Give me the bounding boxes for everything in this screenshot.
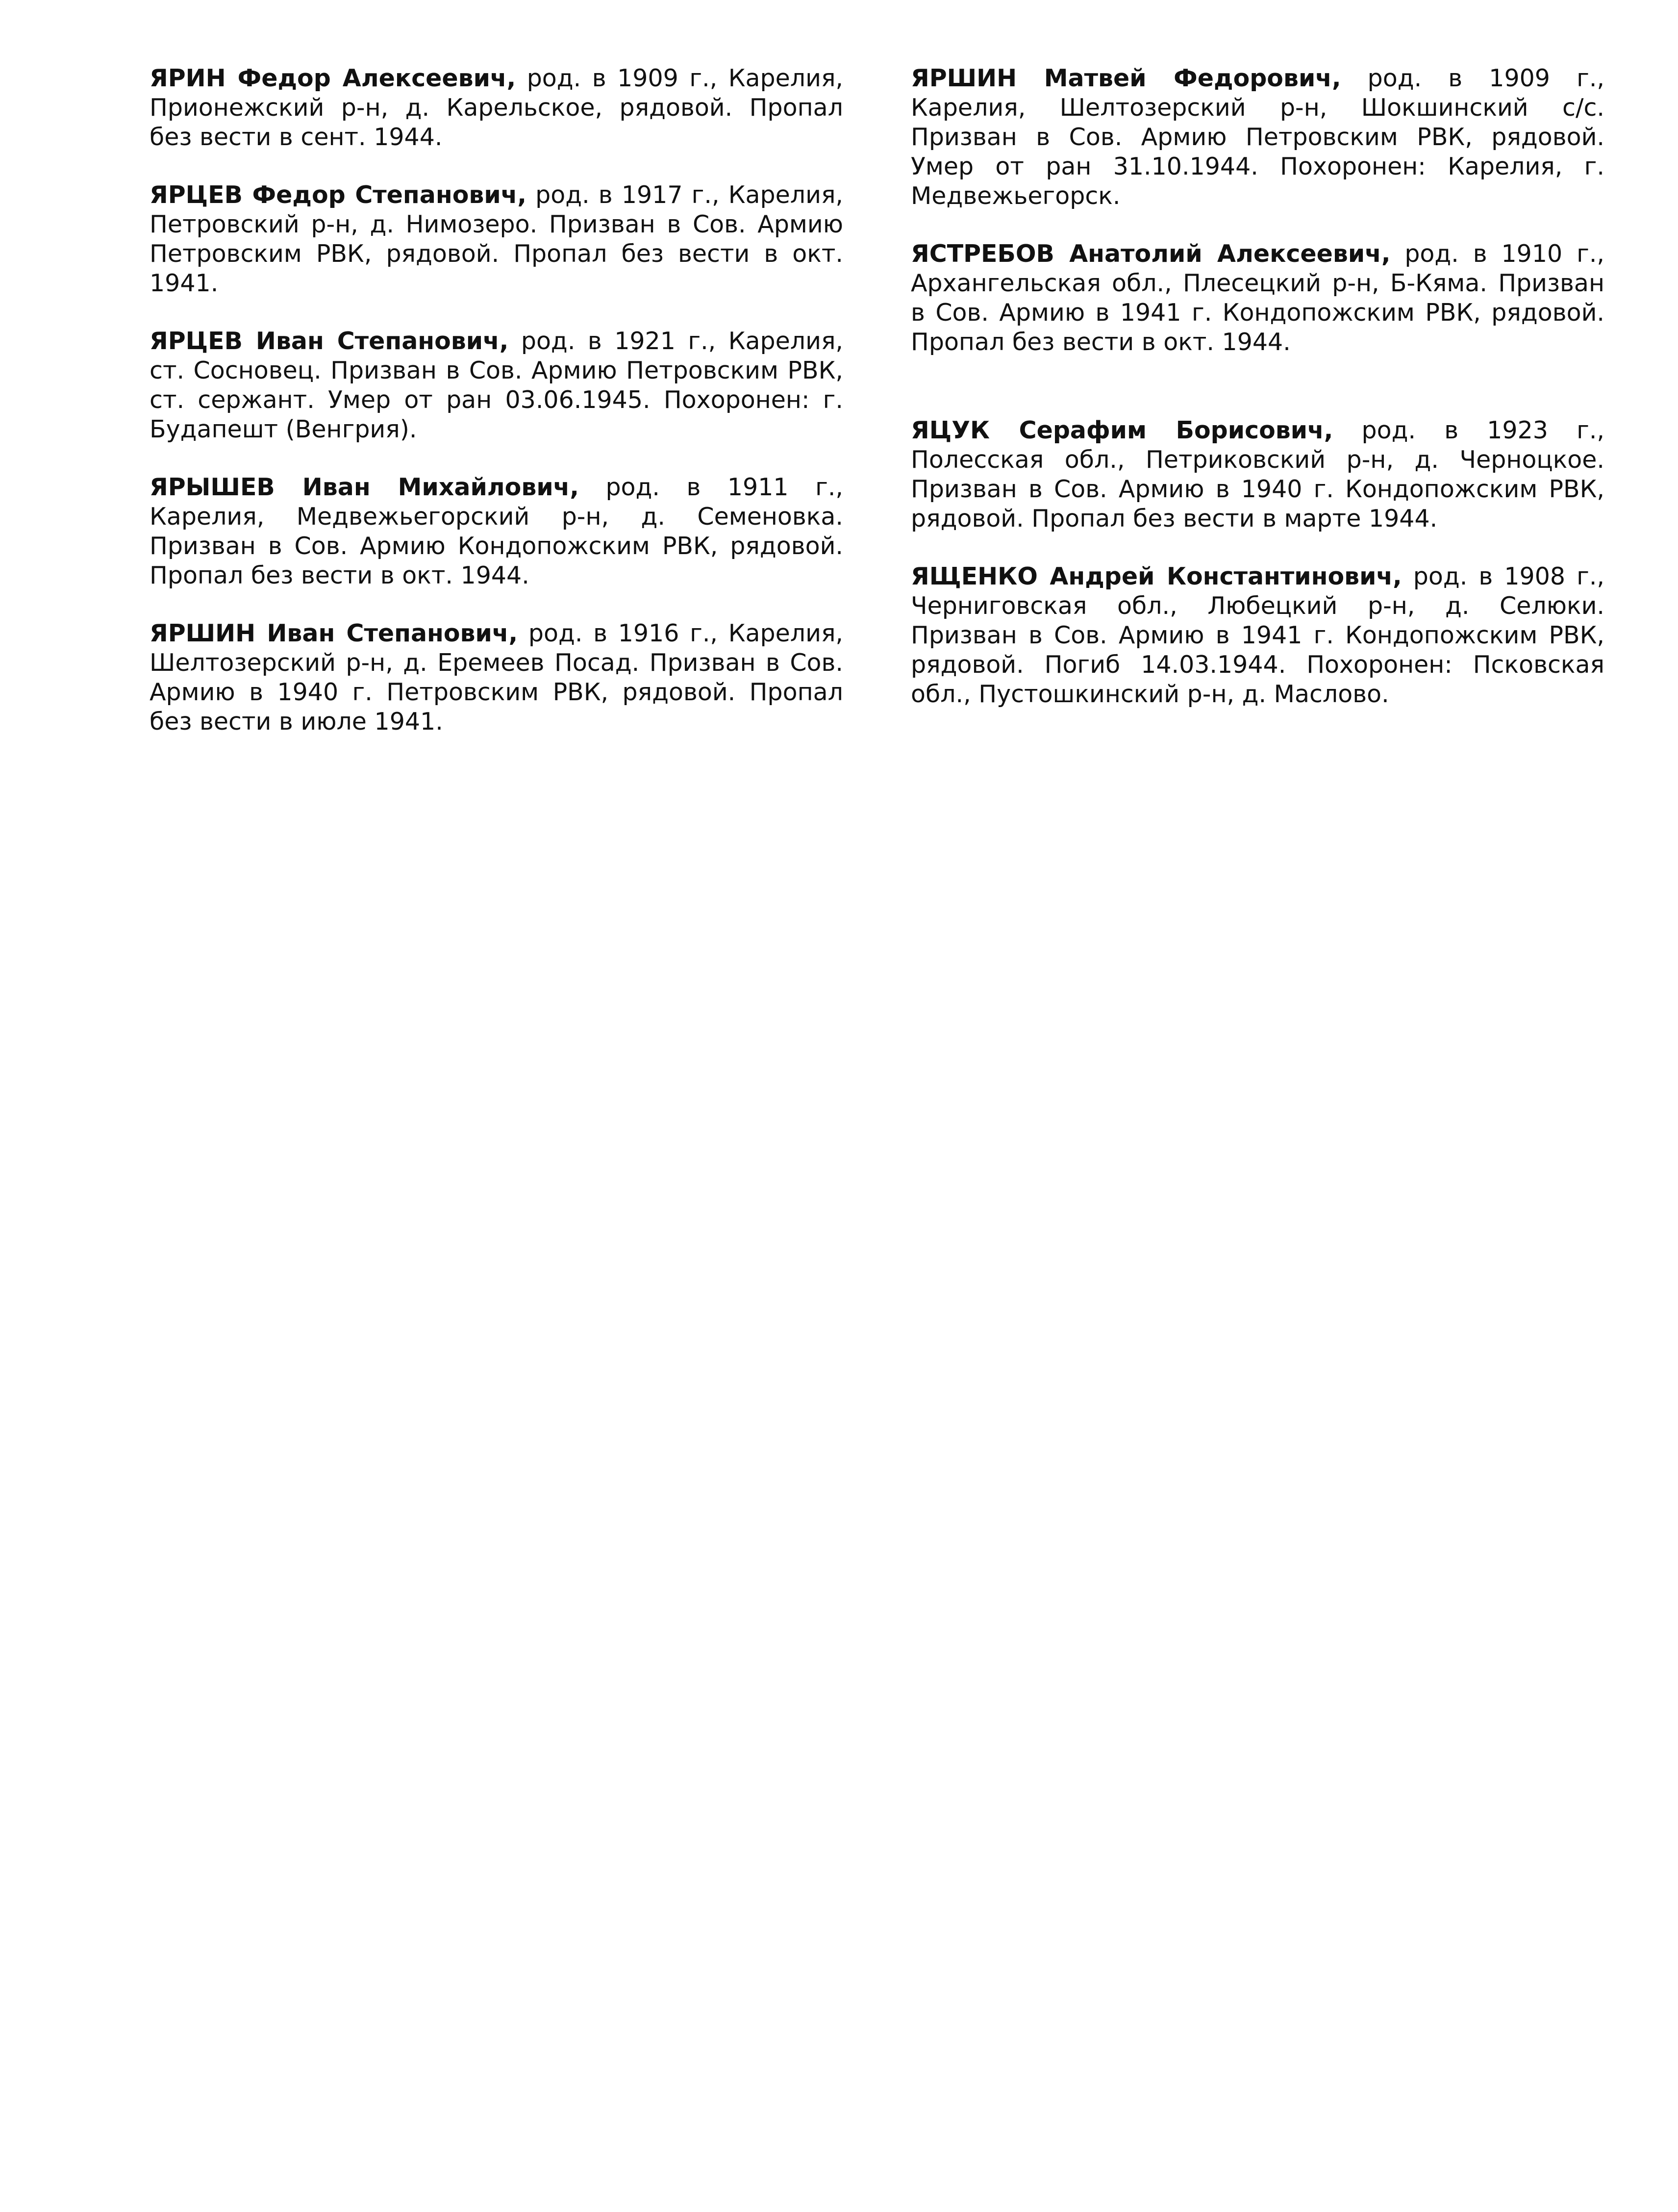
- person-details: род. в 1923 г., Полесская обл., Петриковский р-н, д. Черноцкое. Призван в Сов. Армию в 1940 г. Кондопожским РВК, рядовой. Пропал без вести в марте 1944.: [911, 416, 1604, 533]
- person-details: род. в 1909 г., Карелия, Прионежский р-н, д. Карельское, рядовой. Пропал без вести в сент. 1944.: [150, 64, 844, 151]
- person-entry: [150, 473, 843, 590]
- person-entry: [911, 416, 1604, 534]
- person-details: род. в 1916 г., Карелия, Шелтозерский р-н, д. Еремеев Посад. Призван в Сов. Армию в 1940 г. Петровским РВК, рядовой. Пропал без вести в июле 1941.: [150, 619, 843, 736]
- person-details: род. в 1908 г., Черниговская обл., Любецкий р-н, д. Селюки. Призван в Сов. Армию в 1941 г. Кондопожским РВК, рядовой. Погиб 14.03.1944. Похоронен: Псковская обл., Пустошкинский р-н, д. Маслово.: [911, 562, 1604, 708]
- person-entry: [911, 64, 1604, 211]
- right-column: [911, 64, 1604, 737]
- person-details: род. в 1910 г., Архангельская обл., Плесецкий р-н, Б-Кяма. Призван в Сов. Армию в 1941 г. Кондопожским РВК, рядовой. Пропал без вести в окт. 1944.: [911, 240, 1604, 356]
- person-entry: [150, 64, 843, 152]
- left-column: [150, 64, 843, 765]
- person-entry: [911, 562, 1604, 709]
- person-entry: [911, 239, 1604, 357]
- person-name: ЯРШИН Иван Степанович,: [150, 619, 518, 647]
- person-name: ЯРЦЕВ Федор Степанович,: [150, 181, 526, 209]
- person-entry: [150, 180, 843, 298]
- person-details: род. в 1921 г., Карелия, ст. Сосновец. Призван в Сов. Армию Петровским РВК, ст. сержант. Умер от ран 03.06.1945. Похоронен: г. Будапешт (Венгрия).: [150, 327, 844, 443]
- person-name: ЯЩЕНКО Андрей Константинович,: [911, 562, 1402, 590]
- person-name: ЯРЫШЕВ Иван Михайлович,: [150, 473, 579, 501]
- person-name: ЯЦУК Серафим Борисович,: [911, 416, 1333, 444]
- person-name: ЯРШИН Матвей Федорович,: [911, 64, 1341, 92]
- person-entry: [150, 619, 843, 737]
- person-name: ЯСТРЕБОВ Анатолий Алексеевич,: [911, 240, 1391, 268]
- person-details: род. в 1917 г., Карелия, Петровский р-н, д. Нимозеро. Призван в Сов. Армию Петровским РВК, рядовой. Пропал без вести в окт. 1941.: [150, 181, 844, 297]
- person-name: ЯРИН Федор Алексеевич,: [150, 64, 516, 92]
- person-entry: [150, 327, 843, 444]
- person-details: род. в 1909 г., Карелия, Шелтозерский р-н, Шокшинский с/с. Призван в Сов. Армию Петровским РВК, рядовой. Умер от ран 31.10.1944. Похоронен: Карелия, г. Медвежьегорск.: [911, 64, 1604, 210]
- person-details: род. в 1911 г., Карелия, Медвежьегорский р-н, д. Семеновка. Призван в Сов. Армию Кондопожским РВК, рядовой. Пропал без вести в окт. 1944.: [150, 473, 843, 589]
- person-name: ЯРЦЕВ Иван Степанович,: [150, 327, 509, 355]
